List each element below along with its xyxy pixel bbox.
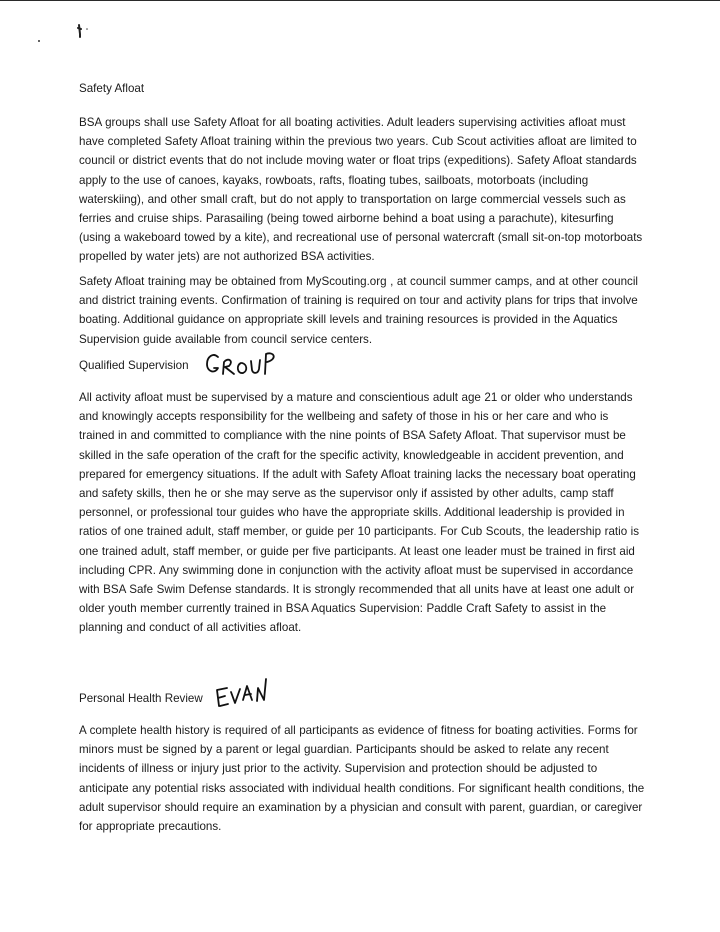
handwritten-note-group	[202, 349, 282, 377]
pen-mark	[75, 22, 91, 40]
safety-afloat-paragraph-2: Safety Afloat training may be obtained from MyScouting.org , at council summer camps, and at other council and district training events. Confirmation of training is required on tour and activity plans for trips that involve boating. Additional guidance on appropriate skill levels and training resources is provided in the Aquatics Supervision guide available from council service centers.	[79, 275, 639, 346]
safety-afloat-paragraph-1: BSA groups shall use Safety Afloat for all boating activities. Adult leaders supervising activities afloat must have completed Safety Afloat training within the previous two years. Cub Scout activities afloat are limited to council or district events that do not include moving water or float trips (expeditions). Safety Afloat standards apply to the use of canoes, kayaks, rowboats, rafts, floating tubes, sailboats, motorboats (including waterskiing), and other small craft, but do not apply to transportation on large commercial vessels such as ferries and cruise ships. Parasailing (being towed airborne behind a boat using a parachute), kitesurfing (using a wakeboard towed by a kite), and recreational use of personal watercraft (small sit-on-top motorboats propelled by water jets) are not authorized BSA activities.	[79, 116, 643, 264]
qualified-supervision-paragraph: All activity afloat must be supervised by a mature and conscientious adult age 21 or older who understands and knowingly accepts responsibility for the wellbeing and safety of those in his or her care and who is trained in and committed to compliance with the nine points of BSA Safety Afloat. That supervisor must be skilled in the safe operation of the craft for the specific activity, knowledgeable in accident prevention, and prepared for emergency situations. If the adult with Safety Afloat training lacks the necessary boat operating and safety skills, then he or she may serve as the supervisor only if assisted by other adults, camp staff personnel, or professional tour guides who have the appropriate skills. Additional leadership is provided in ratios of one trained adult, staff member, or guide per 10 participants. For Cub Scouts, the leadership ratio is one trained adult, staff member, or guide per five participants. At least one leader must be trained in first aid including CPR. Any swimming done in conjunction with the activity afloat must be supervised in accordance with BSA Safe Swim Defense standards. It is strongly recommended that all units have at least one adult or older youth member currently trained in BSA Aquatics Supervision: Paddle Craft Safety to assist in the planning and conduct of all activities afloat.	[79, 391, 640, 635]
section-heading-safety-afloat: Safety Afloat	[79, 82, 145, 95]
section-heading-personal-health-review: Personal Health Review	[79, 692, 203, 705]
page-top-edge	[0, 0, 720, 1]
handwritten-note-evan	[213, 674, 277, 710]
section-heading-qualified-supervision: Qualified Supervision	[79, 359, 189, 372]
personal-health-review-paragraph: A complete health history is required of all participants as evidence of fitness for boating activities. Forms for minors must be signed by a parent or legal guardian. Participants should be asked to relate any recent incidents of illness or injury just prior to the activity. Supervision and protection should be adjusted to anticipate any potential risks associated with individual health conditions. For significant health conditions, the adult supervisor should require an examination by a physician and consult with parent, guardian, or caregiver for appropriate precautions.	[79, 724, 645, 834]
scan-speck	[38, 40, 40, 42]
